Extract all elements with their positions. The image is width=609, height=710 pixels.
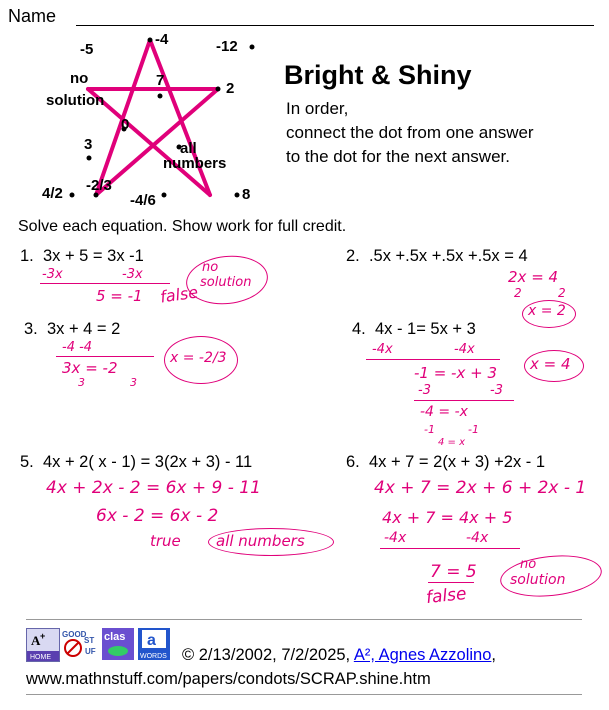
svg-text:WORDS: WORDS — [140, 653, 167, 660]
dot-label: 0 — [121, 116, 130, 133]
dot-label: no — [70, 70, 89, 87]
handwritten-step: 6x - 2 = 6x - 2 — [96, 506, 219, 526]
dot — [235, 193, 240, 198]
handwritten-step: -4x — [372, 342, 393, 357]
handwritten-step: -3 — [490, 383, 503, 398]
handwritten-rule — [366, 359, 500, 360]
problem-5 — [20, 453, 252, 472]
dot — [162, 193, 167, 198]
problem-6 — [346, 453, 545, 472]
problem-2 — [346, 247, 528, 266]
handwritten-step: -3x — [42, 267, 63, 282]
handwritten-rule — [414, 400, 514, 401]
puzzle-dots — [70, 38, 255, 198]
handwritten-step: no — [202, 260, 219, 275]
dot — [250, 45, 255, 50]
words-icon[interactable] — [138, 628, 170, 660]
svg-text:ST: ST — [84, 636, 95, 645]
handwritten-step: x = -2/3 — [170, 350, 227, 366]
dot-label: -12 — [216, 38, 238, 55]
handwritten-step: 3 — [78, 376, 85, 389]
home-icon-text: HOME — [30, 654, 51, 661]
svg-text:clas: clas — [104, 631, 126, 643]
star-puzzle-figure — [0, 28, 270, 213]
handwritten-step: false — [158, 282, 200, 307]
dot-label: 2 — [226, 80, 235, 97]
dot-label: -5 — [80, 41, 94, 58]
handwritten-step: -1 = -x + 3 — [414, 364, 497, 382]
page-url: www.mathnstuff.com/papers/condots/SCRAP.shine.htm — [26, 670, 431, 688]
svg-text:GOOD: GOOD — [62, 630, 87, 639]
dot — [70, 193, 75, 198]
dot-label: 4/2 — [42, 185, 63, 202]
handwritten-step: 4x + 7 = 4x + 5 — [382, 508, 513, 527]
handwritten-step: -4 -4 — [62, 340, 93, 355]
problem-number: 6. — [346, 453, 360, 471]
problem-number: 3. — [24, 320, 38, 338]
svg-text:A: A — [31, 633, 41, 648]
dot-label: 7 — [156, 72, 165, 89]
handwritten-step: -4x — [384, 530, 407, 546]
handwritten-step: 2 — [558, 286, 566, 300]
handwritten-rule — [428, 582, 474, 583]
problem-number: 2. — [346, 247, 360, 265]
handwritten-step: solution — [200, 275, 252, 290]
handwritten-step: 2x = 4 — [508, 268, 559, 286]
handwritten-step: 4x + 2x - 2 = 6x + 9 - 11 — [46, 478, 261, 498]
footer-divider — [26, 694, 582, 695]
svg-text:+: + — [40, 631, 46, 641]
handwritten-step: 2 — [514, 286, 522, 300]
handwritten-step: 3x = -2 — [62, 359, 118, 377]
handwritten-step: -4 = -x — [420, 404, 468, 420]
problem-equation: 4x + 7 = 2(x + 3) +2x - 1 — [368, 453, 546, 471]
svg-text:a: a — [147, 632, 156, 649]
handwritten-step: -1 — [424, 423, 435, 436]
handwritten-step: solution — [510, 572, 566, 588]
dot-label: solution — [46, 92, 105, 109]
copyright-text: © 2/13/2002, 7/2/2025, — [182, 646, 351, 664]
handwritten-step: 4 = x — [438, 437, 466, 448]
problem-number: 5. — [20, 453, 34, 471]
problem-equation: 3x + 4 = 2 — [46, 320, 121, 338]
handwritten-step: x = 4 — [530, 355, 571, 373]
dot-label: -2/3 — [86, 177, 112, 194]
problem-equation: 3x + 5 = 3x -1 — [42, 247, 144, 265]
problem-1 — [20, 247, 144, 266]
handwritten-step: -1 — [468, 423, 479, 436]
footer-divider — [26, 619, 582, 620]
handwritten-step: x = 2 — [528, 303, 566, 319]
dot — [158, 94, 163, 99]
svg-text:UF: UF — [85, 647, 96, 656]
handwritten-step: -3x — [122, 267, 143, 282]
dot — [148, 38, 153, 43]
dot — [216, 87, 221, 92]
dot-label: 8 — [242, 186, 251, 203]
trailing-comma: , — [491, 646, 497, 664]
name-label: Name — [8, 6, 57, 26]
handwritten-step: true — [150, 532, 181, 550]
problem-equation: .5x +.5x +.5x +.5x = 4 — [368, 247, 528, 265]
problem-number: 4. — [352, 320, 366, 338]
handwritten-rule — [56, 356, 154, 357]
handwritten-step: -4x — [454, 342, 475, 357]
footer-copyright — [182, 646, 496, 665]
author-link[interactable]: A², Agnes Azzolino — [353, 646, 492, 664]
problem-3 — [24, 320, 120, 339]
instruction-line: connect the dot from one answer — [286, 123, 534, 142]
handwritten-step: false — [425, 583, 468, 609]
dot-label: 3 — [84, 136, 93, 153]
dot-label: -4/6 — [130, 192, 156, 209]
dot-label: all — [180, 140, 197, 157]
name-line — [76, 25, 594, 26]
class-icon[interactable] — [102, 628, 134, 660]
good-stuff-icon[interactable] — [62, 628, 100, 660]
problem-equation: 4x - 1= 5x + 3 — [374, 320, 476, 338]
dot-label: -4 — [155, 31, 169, 48]
problem-4 — [352, 320, 476, 339]
handwritten-step: no — [520, 557, 537, 572]
puzzle-title: Bright & Shiny — [284, 60, 472, 90]
handwritten-step: 7 = 5 — [430, 562, 477, 582]
handwritten-rule — [380, 548, 520, 549]
dot-label: numbers — [163, 155, 227, 172]
handwritten-step: 5 = -1 — [96, 287, 143, 305]
directions-text: Solve each equation. Show work for full credit. — [18, 218, 347, 235]
handwritten-step: all numbers — [216, 532, 305, 550]
problem-number: 1. — [20, 247, 34, 265]
problem-equation: 4x + 2( x - 1) = 3(2x + 3) - 11 — [42, 453, 253, 471]
handwritten-step: -3 — [418, 383, 431, 398]
handwritten-rule — [40, 283, 170, 284]
dot — [87, 156, 92, 161]
home-icon[interactable] — [26, 628, 60, 662]
instruction-line: In order, — [286, 99, 349, 118]
handwritten-step: 4x + 7 = 2x + 6 + 2x - 1 — [374, 478, 587, 498]
handwritten-step: 3 — [130, 376, 137, 389]
handwritten-step: -4x — [466, 530, 489, 546]
instruction-line: to the dot for the next answer. — [286, 147, 510, 166]
